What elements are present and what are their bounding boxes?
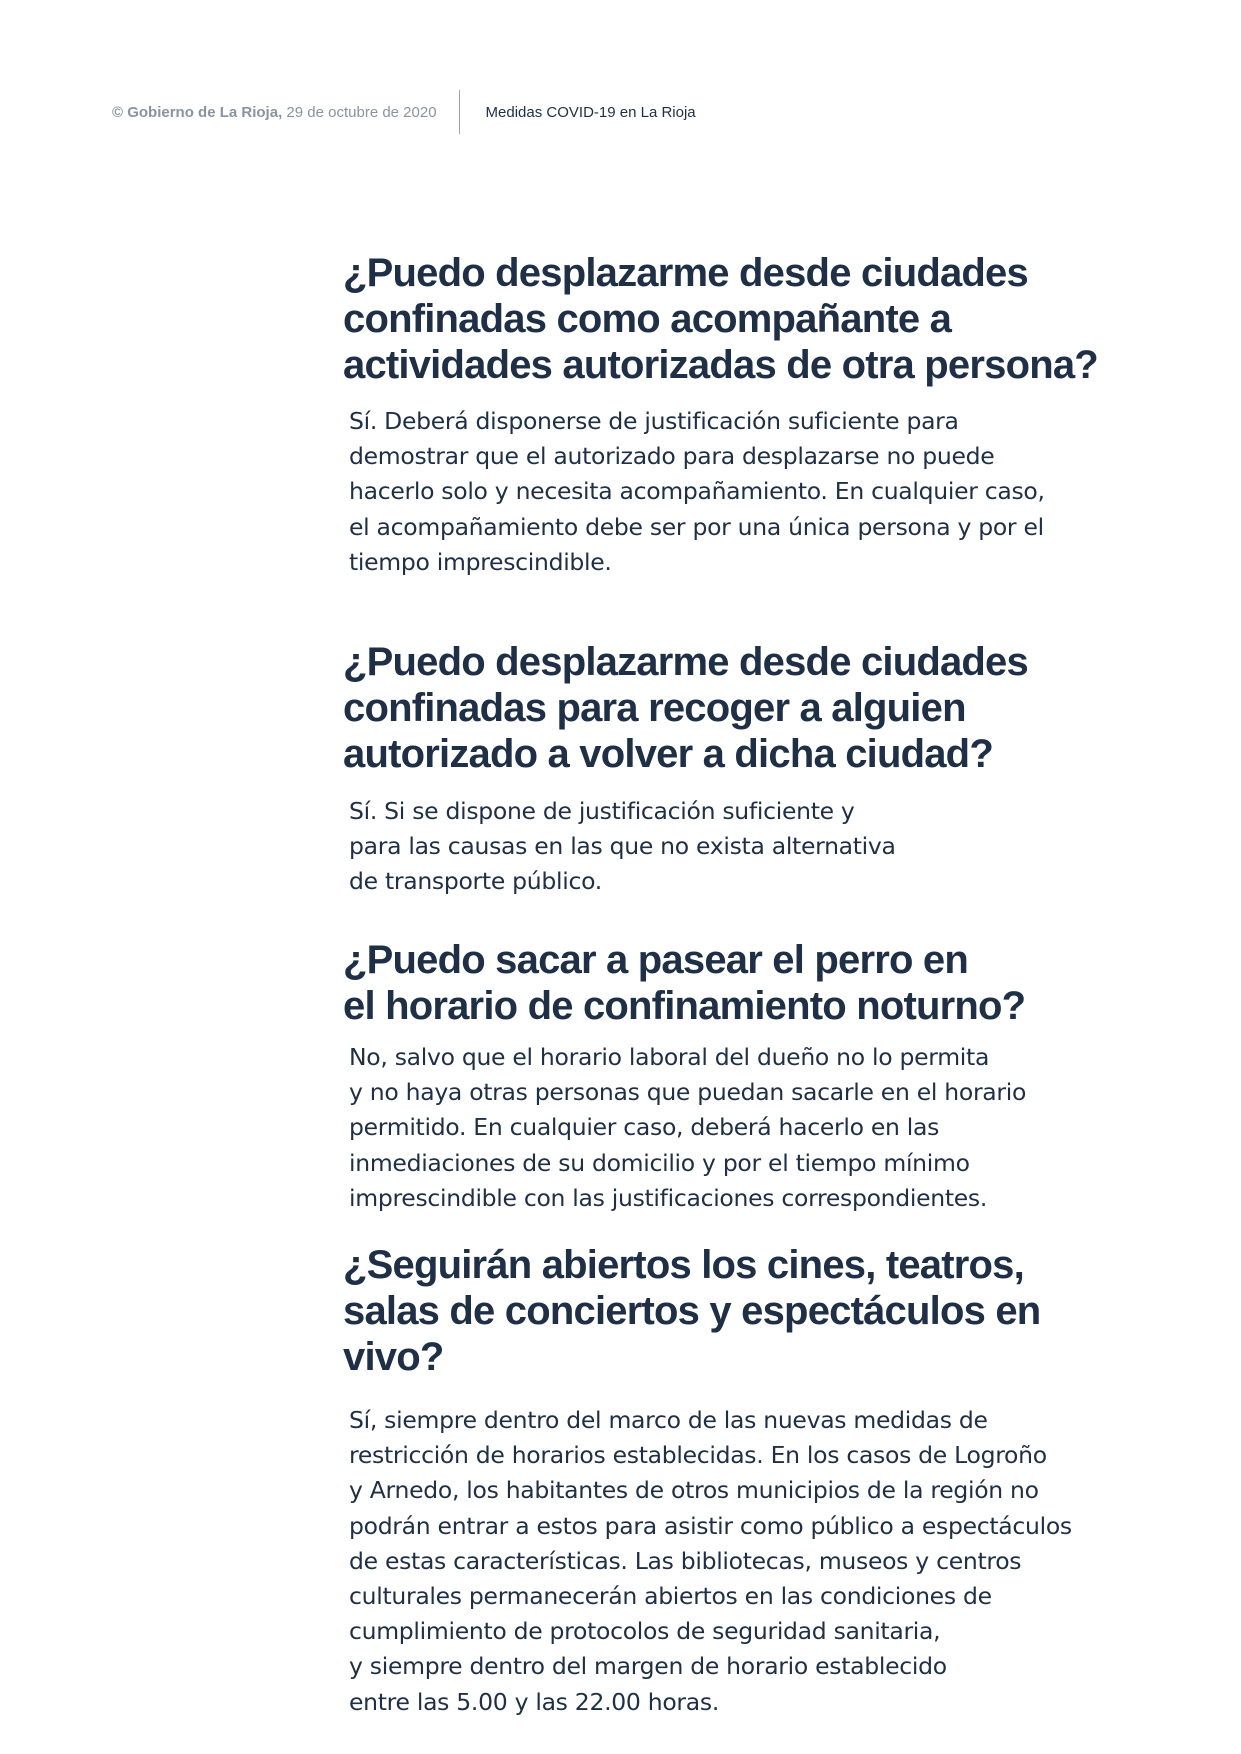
header-divider [459, 90, 460, 134]
page-header [112, 90, 696, 134]
header-document-title: Medidas COVID-19 en La Rioja [485, 103, 696, 121]
faq-answer: No, salvo que el horario laboral del dueño no lo permita y no haya otras personas que puedan sacarle en el horario permitido. En cualquier caso, deberá hacerlo en las inmediaciones de su domicilio y por el tiempo mínimo imprescindible con las justificaciones correspondientes. [349, 1043, 1027, 1212]
header-organization: © Gobierno de La Rioja, [112, 103, 283, 121]
faq-question: ¿Puedo sacar a pasear el perro en el horario de confinamiento noturno? [343, 938, 1026, 1028]
faq-question: ¿Seguirán abiertos los cines, teatros, salas de conciertos y espectáculos en vivo? [343, 1243, 1041, 1379]
faq-answer: Sí. Si se dispone de justificación suficiente y para las causas en las que no exista alternativa de transporte público. [349, 797, 896, 896]
faq-item [343, 937, 1123, 1216]
faq-item [343, 1242, 1123, 1720]
header-date: 29 de octubre de 2020 [286, 103, 437, 121]
faq-answer: Sí. Deberá disponerse de justificación suficiente para demostrar que el autorizado para desplazarse no puede hacerlo solo y necesita acompañamiento. En cualquier caso, el acompañamiento debe ser por una única persona y por el tiempo imprescindible. [349, 407, 1045, 576]
header-credit [112, 104, 437, 121]
faq-item [343, 250, 1123, 580]
faq-question: ¿Puedo desplazarme desde ciudades confinadas para recoger a alguien autorizado a volver a dicha ciudad? [343, 640, 1028, 776]
faq-item [343, 639, 1123, 900]
faq-answer: Sí, siempre dentro del marco de las nuevas medidas de restricción de horarios establecidas. En los casos de Logroño y Arnedo, los habitantes de otros municipios de la región no podrán entrar a estos para asistir como público a espectáculos de estas características. Las bibliotecas, museos y centros culturales permanecerán abiertos en las condiciones de cumplimiento de protocolos de seguridad sanitaria, y siempre dentro del margen de horario establecido entre las 5.00 y las 22.00 horas. [349, 1406, 1072, 1716]
faq-question: ¿Puedo desplazarme desde ciudades confinadas como acompañante a actividades autorizadas de otra persona? [343, 251, 1098, 387]
